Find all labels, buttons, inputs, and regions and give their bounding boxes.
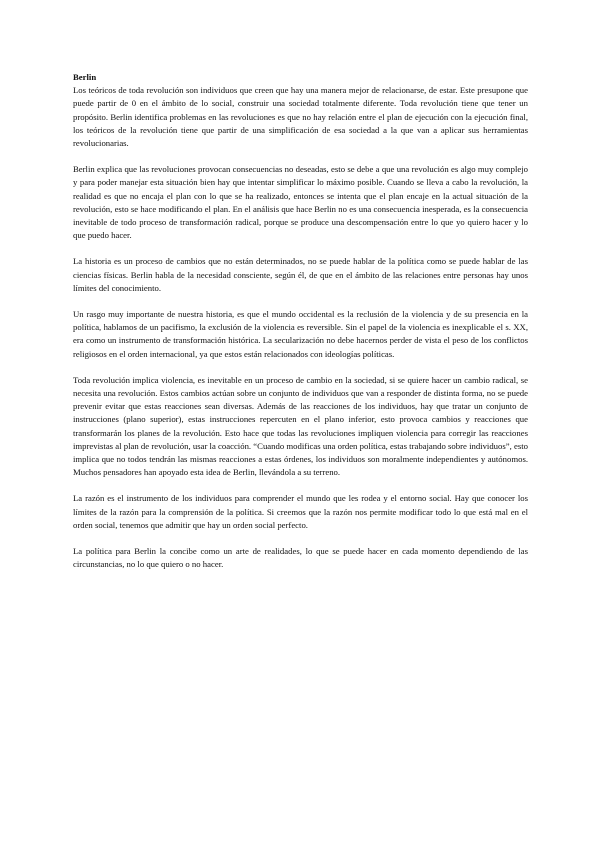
paragraph-6: La razón es el instrumento de los individuos para comprender el mundo que les rodea y el entorno social. Hay que conocer los límites de la razón para la comprensión de la política. Si creemos que la razón nos permite modificar todo lo que está mal en el orden social, tenemos que admitir que hay un orden social perfecto. [73, 493, 528, 530]
paragraph-4: Un rasgo muy importante de nuestra historia, es que el mundo occidental es la reclusión de la violencia y de su presencia en la política, hablamos de un pacifismo, la exclusión de la violencia es reversible. Sin el papel de la violencia es inexplicable el s. XX, era como un instrumento de transformación histórica. La secularización no debe hacernos perder de vista el peso de los conflictos religiosos en el orden internacional, ya que estos están relacionados con ideologías políticas. [73, 309, 528, 359]
document-body [73, 71, 528, 585]
paragraph-5: Toda revolución implica violencia, es inevitable en un proceso de cambio en la sociedad, si se quiere hacer un cambio radical, se necesita una revolución. Estos cambios actúan sobre un conjunto de individuos que van a responder de distinta forma, no se puede prevenir evitar que estas reacciones sean diversas. Además de las reacciones de los individuos, hay que tratar un conjunto de instrucciones (plano superior), estas instrucciones repercuten en el plano inferior, esto provoca cambios y reacciones que transformarán los planes de la revolución. Esto hace que todas las revoluciones impliquen violencia para corregir las reacciones imprevistas al plan de revolución, usar la coacción. “Cuando modificas una orden política, estas trabajando sobre individuos”, esto implica que no todos tendrán las mismas reacciones a estas órdenes, los individuos son moralmente independientes y autónomos. Muchos pensadores han apoyado esta idea de Berlin, llevándola a su terreno. [73, 374, 528, 478]
paragraph-7: La política para Berlin la concibe como un arte de realidades, lo que se puede hacer en cada momento dependiendo de las circunstancias, no lo que quiero o no hacer. [73, 546, 528, 570]
paragraph-1: Los teóricos de toda revolución son individuos que creen que hay una manera mejor de relacionarse, de estar. Este presupone que puede partir de 0 en el ámbito de lo social, construir una sociedad totalmente diferente. Toda revolución tiene que tener un propósito. Berlin identifica problemas en las revoluciones es que no hay relación entre el plan de ejecución con la ejecución final, los teóricos de la revolución tiene que partir de una simplificación de esa sociedad a la que van a aplicar sus herramientas revolucionarias. [73, 85, 528, 149]
paragraph-2: Berlin explica que las revoluciones provocan consecuencias no deseadas, esto se debe a que una revolución es algo muy complejo y para poder manejar esta situación bien hay que intentar simplificar lo máximo posible. Cuando se lleva a cabo la revolución, la realidad es que no encaja el plan con lo que se ha realizado, entonces se intenta que el plan encaje en la actual situación de la revolución, esto se hace modificando el plan. En el análisis que hace Berlin no es una consecuencia inesperada, es la consecuencia inevitable de todo proceso de transformación radical, porque se produce una descompensación entre lo que yo quiero hacer y lo que puedo hacer. [73, 164, 528, 241]
paragraph-3: La historia es un proceso de cambios que no están determinados, no se puede hablar de la política como se puede hablar de las ciencias físicas. Berlin habla de la necesidad consciente, según él, de que en el ámbito de las relaciones entre personas hay unos límites del conocimiento. [73, 256, 528, 293]
document-title: Berlin [73, 72, 97, 82]
